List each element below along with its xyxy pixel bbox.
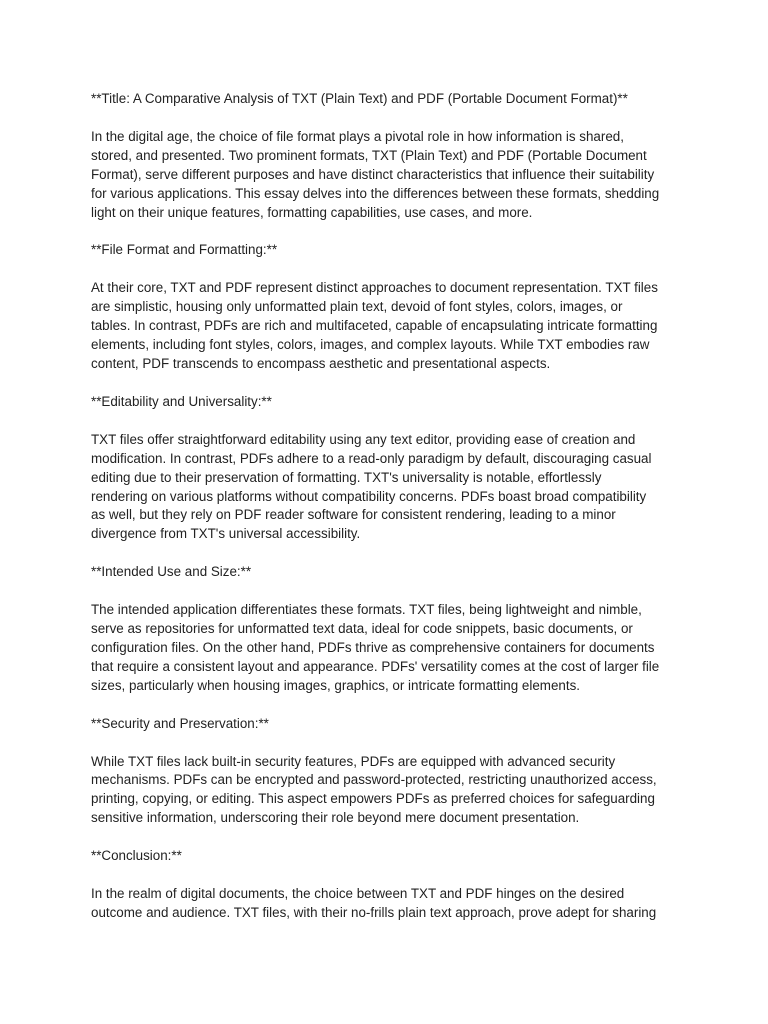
- section-heading-intended-use: **Intended Use and Size:**: [91, 564, 252, 580]
- section-heading-conclusion: **Conclusion:**: [91, 848, 182, 864]
- document-body: [91, 90, 681, 942]
- section-body-editability: TXT files offer straightforward editability using any text editor, providing ease of creation and modification. In contrast, PDFs adhere to a read-only paradigm by default, discouraging casual editing due to their preservation of formatting. TXT's universality is notable, effortlessly rendering on various platforms without compatibility concerns. PDFs boast broad compatibility as well, but they rely on PDF reader software for consistent rendering, leading to a minor divergence from TXT's universal accessibility.: [91, 431, 652, 542]
- section-heading-file-format: **File Format and Formatting:**: [91, 242, 278, 258]
- section-body-security: While TXT files lack built-in security features, PDFs are equipped with advanced security mechanisms. PDFs can be encrypted and password-protected, restricting unauthorized access, printing, copying, or editing. This aspect empowers PDFs as preferred choices for safeguarding sensitive information, underscoring their role beyond mere document presentation.: [91, 753, 657, 826]
- document-title: **Title: A Comparative Analysis of TXT (Plain Text) and PDF (Portable Document Format)**: [91, 91, 628, 106]
- section-body-conclusion: In the realm of digital documents, the choice between TXT and PDF hinges on the desired outcome and audience. TXT files, with their no-frills plain text approach, prove adept for sharing: [91, 886, 657, 920]
- section-heading-editability: **Editability and Universality:**: [91, 393, 272, 409]
- section-heading-security: **Security and Preservation:**: [91, 715, 269, 731]
- intro-paragraph: In the digital age, the choice of file format plays a pivotal role in how information is shared, stored, and presented. Two prominent formats, TXT (Plain Text) and PDF (Portable Document Format), serve different purposes and have distinct characteristics that influence their suitability for various applications. This essay delves into the differences between these formats, shedding light on their unique features, formatting capabilities, use cases, and more.: [91, 128, 660, 220]
- section-body-file-format: At their core, TXT and PDF represent distinct approaches to document representation. TXT files are simplistic, housing only unformatted plain text, devoid of font styles, colors, images, or tables. In contrast, PDFs are rich and multifaceted, capable of encapsulating intricate formatting elements, including font styles, colors, images, and complex layouts. While TXT embodies raw content, PDF transcends to encompass aesthetic and presentational aspects.: [91, 280, 658, 371]
- section-body-intended-use: The intended application differentiates these formats. TXT files, being lightweight and nimble, serve as repositories for unformatted text data, ideal for code snippets, basic documents, or configuration files. On the other hand, PDFs thrive as comprehensive containers for documents that require a consistent layout and appearance. PDFs' versatility comes at the cost of larger file sizes, particularly when housing images, graphics, or intricate formatting elements.: [91, 602, 660, 693]
